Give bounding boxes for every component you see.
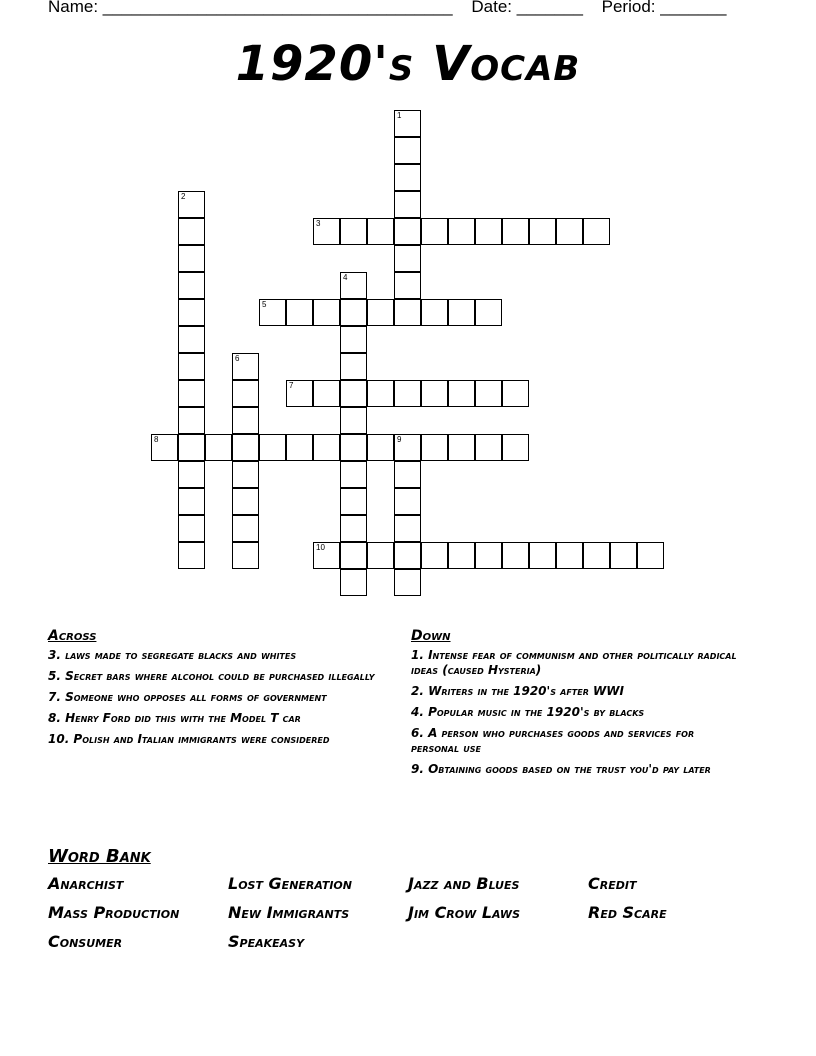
crossword-cell[interactable] [556, 542, 583, 569]
down-heading: Down [411, 628, 451, 644]
clue-number: 10 [316, 543, 325, 552]
crossword-cell[interactable] [421, 299, 448, 326]
word-bank-item: New Immigrants [228, 903, 350, 922]
crossword-cell[interactable] [502, 218, 529, 245]
crossword-cell[interactable] [340, 542, 367, 569]
crossword-cell[interactable] [475, 218, 502, 245]
word-bank-item: Consumer [48, 932, 123, 951]
clue-number: 3 [316, 219, 321, 228]
crossword-cell[interactable] [340, 434, 367, 461]
crossword-cell[interactable] [394, 569, 421, 596]
crossword-cell[interactable] [421, 218, 448, 245]
crossword-cell[interactable] [583, 218, 610, 245]
date-field[interactable]: Date: _______ [471, 0, 583, 16]
crossword-cell[interactable] [394, 191, 421, 218]
crossword-cell[interactable] [610, 542, 637, 569]
word-bank-item: Jim Crow Laws [408, 903, 520, 922]
word-bank-item: Lost Generation [228, 874, 352, 893]
crossword-cell[interactable] [394, 515, 421, 542]
across-clues [48, 628, 378, 753]
across-clue-5: 5. Secret bars where alcohol could be purchased illegally [48, 669, 375, 683]
crossword-cell[interactable] [421, 380, 448, 407]
crossword-cell[interactable] [529, 218, 556, 245]
crossword-cell[interactable] [448, 434, 475, 461]
period-field[interactable]: Period: _______ [601, 0, 727, 16]
crossword-cell[interactable] [448, 299, 475, 326]
crossword-cell[interactable] [286, 380, 313, 407]
crossword-cell[interactable] [259, 434, 286, 461]
crossword-cell[interactable] [340, 515, 367, 542]
crossword-cell[interactable] [178, 542, 205, 569]
crossword-cell[interactable] [259, 299, 286, 326]
clue-number: 4 [343, 273, 348, 282]
crossword-cell[interactable] [178, 407, 205, 434]
clue-number: 9 [397, 435, 402, 444]
crossword-cell[interactable] [232, 542, 259, 569]
crossword-cell[interactable] [583, 542, 610, 569]
crossword-cell[interactable] [340, 299, 367, 326]
crossword-cell[interactable] [232, 488, 259, 515]
crossword-cell[interactable] [286, 434, 313, 461]
crossword-cell[interactable] [178, 299, 205, 326]
word-bank-item: Mass Production [48, 903, 180, 922]
across-clue-10: 10. Polish and Italian immigrants were considered [48, 732, 330, 746]
clue-number: 8 [154, 435, 159, 444]
page-title: 1920's Vocab [235, 36, 581, 92]
crossword-cell[interactable] [313, 218, 340, 245]
word-bank-item: Red Scare [588, 903, 667, 922]
crossword-cell[interactable] [178, 272, 205, 299]
crossword-cell[interactable] [502, 542, 529, 569]
crossword-cell[interactable] [340, 407, 367, 434]
crossword-cell[interactable] [421, 542, 448, 569]
word-bank-item: Speakeasy [228, 932, 305, 951]
crossword-cell[interactable] [394, 434, 421, 461]
crossword-cell[interactable] [340, 569, 367, 596]
clue-number: 5 [262, 300, 267, 309]
crossword-cell[interactable] [178, 218, 205, 245]
crossword-cell[interactable] [367, 542, 394, 569]
down-clues [411, 628, 741, 783]
down-clue-9: 9. Obtaining goods based on the trust you'd pay later [411, 762, 711, 776]
across-clue-8: 8. Henry Ford did this with the Model T car [48, 711, 301, 725]
crossword-cell[interactable] [475, 299, 502, 326]
crossword-cell[interactable] [178, 461, 205, 488]
down-clue-4: 4. Popular music in the 1920's by blacks [411, 705, 645, 719]
crossword-cell[interactable] [367, 299, 394, 326]
clue-number: 2 [181, 192, 186, 201]
crossword-cell[interactable] [178, 326, 205, 353]
crossword-cell[interactable] [502, 434, 529, 461]
crossword-cell[interactable] [313, 434, 340, 461]
crossword-cell[interactable] [178, 380, 205, 407]
crossword-cell[interactable] [178, 434, 205, 461]
crossword-cell[interactable] [367, 380, 394, 407]
word-bank-item: Jazz and Blues [408, 874, 520, 893]
down-clue-1: 1. Intense fear of communism and other politically radical ideas (caused Hysteria) [411, 648, 737, 677]
crossword-cell[interactable] [394, 164, 421, 191]
down-clue-2: 2. Writers in the 1920's after WWI [411, 684, 624, 698]
crossword-cell[interactable] [313, 380, 340, 407]
crossword-cell[interactable] [340, 326, 367, 353]
crossword-cell[interactable] [178, 245, 205, 272]
crossword-cell[interactable] [286, 299, 313, 326]
crossword-cell[interactable] [448, 542, 475, 569]
crossword-cell[interactable] [178, 353, 205, 380]
crossword-cell[interactable] [394, 488, 421, 515]
crossword-cell[interactable] [178, 488, 205, 515]
crossword-cell[interactable] [340, 272, 367, 299]
crossword-cell[interactable] [205, 434, 232, 461]
crossword-cell[interactable] [394, 542, 421, 569]
crossword-cell[interactable] [178, 191, 205, 218]
crossword-cell[interactable] [394, 380, 421, 407]
across-clue-7: 7. Someone who opposes all forms of government [48, 690, 327, 704]
clue-number: 1 [397, 111, 402, 120]
crossword-cell[interactable] [232, 407, 259, 434]
crossword-cell[interactable] [340, 380, 367, 407]
crossword-cell[interactable] [529, 542, 556, 569]
crossword-cell[interactable] [475, 542, 502, 569]
crossword-cell[interactable] [151, 434, 178, 461]
crossword-cell[interactable] [448, 218, 475, 245]
name-field[interactable]: Name: _____________________________________ [48, 0, 453, 16]
crossword-cell[interactable] [394, 461, 421, 488]
crossword-cell[interactable] [232, 380, 259, 407]
crossword-cell[interactable] [232, 353, 259, 380]
crossword-cell[interactable] [421, 434, 448, 461]
crossword-cell[interactable] [475, 380, 502, 407]
crossword-cell[interactable] [367, 218, 394, 245]
word-bank-item: Anarchist [48, 874, 124, 893]
crossword-cell[interactable] [232, 515, 259, 542]
crossword-cell[interactable] [502, 380, 529, 407]
crossword-cell[interactable] [394, 272, 421, 299]
crossword-cell[interactable] [340, 461, 367, 488]
crossword-cell[interactable] [394, 218, 421, 245]
crossword-cell[interactable] [367, 434, 394, 461]
crossword-cell[interactable] [340, 353, 367, 380]
across-heading: Across [48, 628, 97, 644]
crossword-cell[interactable] [556, 218, 583, 245]
down-clue-6: 6. A person who purchases goods and services for personal use [411, 726, 695, 755]
crossword-cell[interactable] [313, 542, 340, 569]
crossword-cell[interactable] [394, 137, 421, 164]
crossword-cell[interactable] [394, 299, 421, 326]
crossword-cell[interactable] [232, 461, 259, 488]
across-clue-3: 3. laws made to segregate blacks and whites [48, 648, 297, 662]
crossword-cell[interactable] [340, 488, 367, 515]
crossword-cell[interactable] [448, 380, 475, 407]
crossword-cell[interactable] [475, 434, 502, 461]
crossword-cell[interactable] [637, 542, 664, 569]
word-bank-item: Credit [588, 874, 637, 893]
crossword-cell[interactable] [232, 434, 259, 461]
clue-number: 7 [289, 381, 294, 390]
crossword-cell[interactable] [178, 515, 205, 542]
crossword-cell[interactable] [313, 299, 340, 326]
crossword-cell[interactable] [394, 245, 421, 272]
word-bank-title: Word Bank [48, 846, 151, 867]
crossword-cell[interactable] [394, 110, 421, 137]
clue-number: 6 [235, 354, 240, 363]
crossword-cell[interactable] [340, 218, 367, 245]
